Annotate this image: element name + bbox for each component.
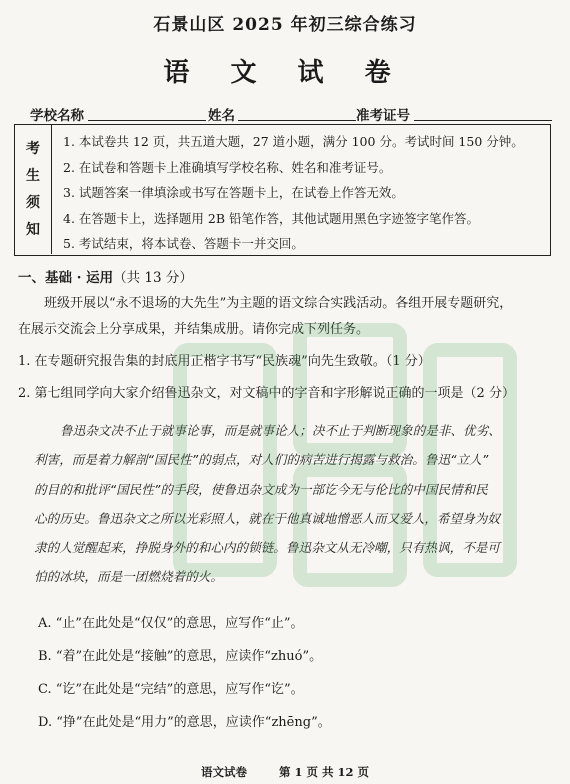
intro-line-2: 在展示交流会上分享成果，并结集成册。请你完成下列任务。 <box>18 322 370 337</box>
footer-page-number: 第 1 页 共 12 页 <box>278 765 370 779</box>
candidate-info-line <box>22 104 552 124</box>
student-name-label: 姓名 <box>208 108 235 124</box>
section-heading: 一、基础 · 运用（共 13 分） <box>18 270 193 286</box>
intro-line-1: 班级开展以“永不退场的大先生”为主题的语文综合实践活动。各组开展专题研究， <box>44 296 513 311</box>
option-c[interactable]: C. “讫”在此处是“完结”的意思，应写作“讫”。 <box>38 682 304 697</box>
page-footer <box>0 764 570 780</box>
notice-item: 1. 本试卷共 12 页，共五道大题，27 道小题，满分 100 分。考试时间 150 分钟。 <box>63 134 524 149</box>
footer-subject: 语文试卷 <box>200 765 247 779</box>
subject-title: 语 文 试 卷 <box>163 58 407 88</box>
notice-label: 考 生 须 知 <box>15 125 52 254</box>
notice-item: 3. 试题答案一律填涂或书写在答题卡上，在试卷上作答无效。 <box>63 185 404 200</box>
lu-xun-passage: 鲁迅杂文决不止于就事论事，而是就事论人；决不止于判断现象的是非、优劣、 利害，而是着力解剖“国民性”的弱点，对人们的病苦进行揭露与救治。鲁迅“立人” 的目的和批评“国民性”的手段，使鲁迅杂文成为一部讫今无与伦比的中国民情和民 心的历史。鲁迅杂文之所以光彩照人，就在于他真诚地憎恶人而又爱人，希望身为奴 隶的人觉醒起来，挣脱身外的和心内的锁链。鲁迅杂文从无冷嘲，只有热讽，不是可 怕的冰块，而是一团燃烧着的火。 <box>34 423 501 585</box>
option-a[interactable]: A. “止”在此处是“仅仅”的意思，应写作“止”。 <box>38 616 304 631</box>
question-2: 2. 第七组同学向大家介绍鲁迅杂文，对文稿中的字音和字形解说正确的一项是（2 分） <box>18 386 515 401</box>
student-name-blank[interactable] <box>238 120 356 121</box>
notice-item: 2. 在试卷和答题卡上准确填写学校名称、姓名和准考证号。 <box>63 159 392 175</box>
exam-id-blank[interactable] <box>414 120 552 121</box>
candidate-notice-box <box>14 124 551 256</box>
notice-item: 4. 在答题卡上，选择题用 2B 铅笔作答，其他试题用黑色字迹签字笔作答。 <box>63 210 479 226</box>
notice-items <box>63 131 547 259</box>
option-b[interactable]: B. “着”在此处是“接触”的意思，应读作“zhuó”。 <box>38 649 323 664</box>
notice-item: 5. 考试结束，将本试卷、答题卡一并交回。 <box>63 236 304 251</box>
exam-id-label: 准考证号 <box>356 108 410 124</box>
school-name-label: 学校名称 <box>30 108 84 124</box>
school-name-blank[interactable] <box>88 120 206 121</box>
option-d[interactable]: D. “挣”在此处是“用力”的意思，应读作“zhēng”。 <box>38 715 331 730</box>
question-1: 1. 在专题研究报告集的封底用正楷字书写“民族魂”向先生致敬。（1 分） <box>18 354 431 369</box>
exam-header-title: 石景山区 2025 年初三综合练习 <box>153 15 417 35</box>
